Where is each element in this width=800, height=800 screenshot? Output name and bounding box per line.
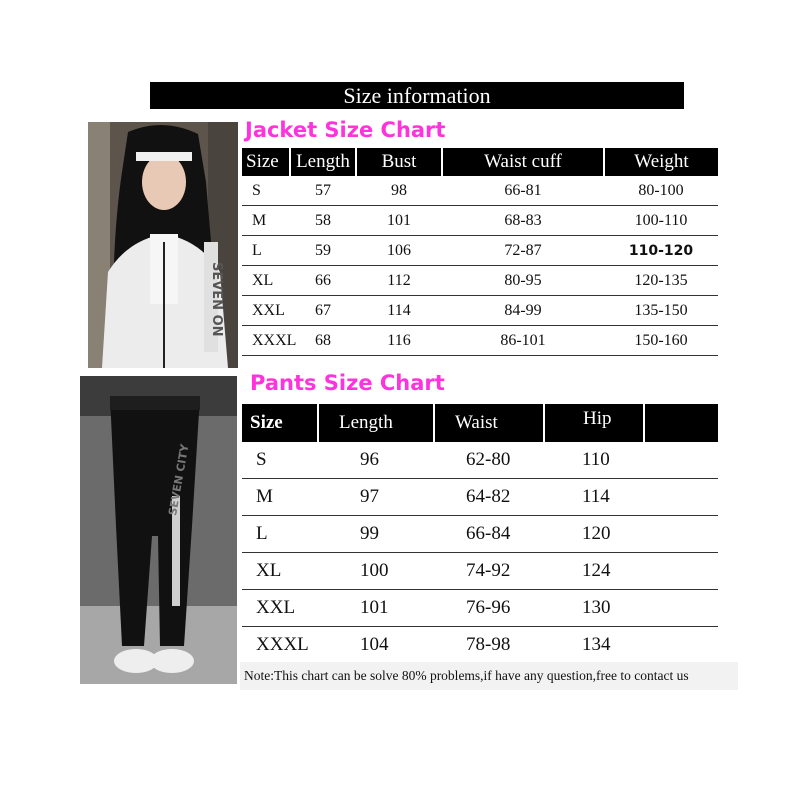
waist-cell: 74-92 <box>434 553 544 590</box>
pants-header-empty <box>644 404 718 442</box>
waist-cell: 78-98 <box>434 627 544 664</box>
weight-cell: 150-160 <box>604 326 718 356</box>
length-cell: 96 <box>318 442 434 479</box>
waist-cuff-cell: 68-83 <box>442 206 604 236</box>
pants-header-row <box>242 404 718 442</box>
table-row <box>242 326 718 356</box>
length-cell: 68 <box>290 326 356 356</box>
waist-cuff-cell: 86-101 <box>442 326 604 356</box>
weight-cell: 120-135 <box>604 266 718 296</box>
size-cell: L <box>242 516 318 553</box>
size-information-banner: Size information <box>150 82 684 109</box>
svg-text:SEVEN ON: SEVEN ON <box>209 262 224 337</box>
bust-cell: 106 <box>356 236 442 266</box>
pants-model-photo <box>80 376 237 684</box>
table-row <box>242 479 718 516</box>
hip-cell: 124 <box>544 553 644 590</box>
table-row <box>242 590 718 627</box>
length-cell: 58 <box>290 206 356 236</box>
pants-header-length: Length <box>318 404 434 442</box>
jacket-header-waist-cuff: Waist cuff <box>442 148 604 176</box>
jacket-model-photo <box>88 122 238 368</box>
waist-cuff-cell: 72-87 <box>442 236 604 266</box>
size-cell: S <box>242 176 290 206</box>
table-row <box>242 206 718 236</box>
size-cell: S <box>242 442 318 479</box>
table-row <box>242 516 718 553</box>
length-cell: 59 <box>290 236 356 266</box>
table-row <box>242 296 718 326</box>
jacket-header-weight: Weight <box>604 148 718 176</box>
length-cell: 66 <box>290 266 356 296</box>
empty-cell <box>644 442 718 479</box>
svg-text:SEVEN CITY: SEVEN CITY <box>166 443 192 517</box>
bust-cell: 101 <box>356 206 442 236</box>
size-cell: XXL <box>242 590 318 627</box>
weight-cell: 135-150 <box>604 296 718 326</box>
waist-cell: 62-80 <box>434 442 544 479</box>
hip-cell: 110 <box>544 442 644 479</box>
pants-header-size: Size <box>242 404 318 442</box>
jacket-header-bust: Bust <box>356 148 442 176</box>
table-row <box>242 266 718 296</box>
table-row <box>242 442 718 479</box>
empty-cell <box>644 553 718 590</box>
empty-cell <box>644 479 718 516</box>
empty-cell <box>644 627 718 664</box>
hip-cell: 134 <box>544 627 644 664</box>
size-chart-note: Note:This chart can be solve 80% problems,if have any question,free to contact us <box>240 662 738 690</box>
waist-cell: 76-96 <box>434 590 544 627</box>
pants-header-waist: Waist <box>434 404 544 442</box>
weight-cell: 110-120 <box>604 236 718 266</box>
jacket-chart-title: Jacket Size Chart <box>245 118 446 142</box>
length-cell: 97 <box>318 479 434 516</box>
pants-size-table <box>242 404 718 664</box>
waist-cuff-cell: 84-99 <box>442 296 604 326</box>
hip-cell: 120 <box>544 516 644 553</box>
size-cell: XXXL <box>242 326 290 356</box>
pants-chart-title: Pants Size Chart <box>250 371 445 395</box>
size-cell: XXL <box>242 296 290 326</box>
table-row <box>242 553 718 590</box>
bust-cell: 116 <box>356 326 442 356</box>
waist-cuff-cell: 66-81 <box>442 176 604 206</box>
empty-cell <box>644 516 718 553</box>
size-cell: M <box>242 479 318 516</box>
bust-cell: 114 <box>356 296 442 326</box>
table-row <box>242 176 718 206</box>
length-cell: 67 <box>290 296 356 326</box>
length-cell: 104 <box>318 627 434 664</box>
length-cell: 101 <box>318 590 434 627</box>
pants-header-hip: Hip <box>544 404 644 442</box>
table-row <box>242 627 718 664</box>
weight-cell: 80-100 <box>604 176 718 206</box>
hip-cell: 114 <box>544 479 644 516</box>
bust-cell: 112 <box>356 266 442 296</box>
waist-cuff-cell: 80-95 <box>442 266 604 296</box>
size-cell: XXXL <box>242 627 318 664</box>
empty-cell <box>644 590 718 627</box>
bust-cell: 98 <box>356 176 442 206</box>
size-cell: XL <box>242 553 318 590</box>
length-cell: 57 <box>290 176 356 206</box>
table-row <box>242 236 718 266</box>
size-cell: XL <box>242 266 290 296</box>
jacket-header-row <box>242 148 718 176</box>
length-cell: 100 <box>318 553 434 590</box>
jacket-size-table <box>242 148 718 356</box>
size-cell: L <box>242 236 290 266</box>
length-cell: 99 <box>318 516 434 553</box>
waist-cell: 64-82 <box>434 479 544 516</box>
jacket-header-length: Length <box>290 148 356 176</box>
jacket-header-size: Size <box>242 148 290 176</box>
waist-cell: 66-84 <box>434 516 544 553</box>
hip-cell: 130 <box>544 590 644 627</box>
size-cell: M <box>242 206 290 236</box>
weight-cell: 100-110 <box>604 206 718 236</box>
